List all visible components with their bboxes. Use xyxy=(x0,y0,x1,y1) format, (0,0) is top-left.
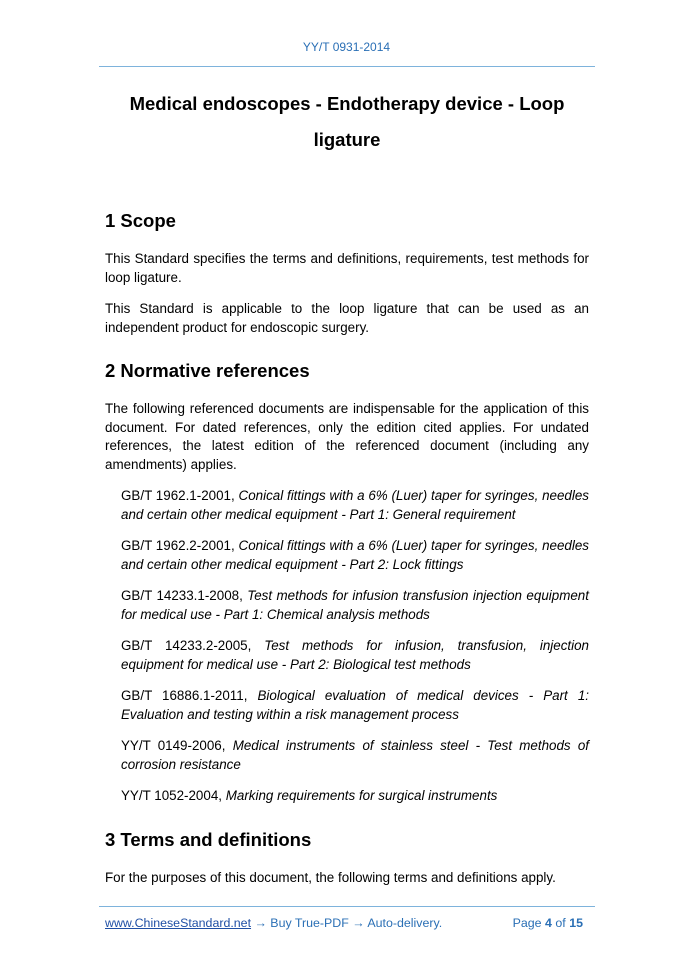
document-title-line-1: Medical endoscopes - Endotherapy device - Loop xyxy=(129,93,565,114)
document-title xyxy=(105,86,589,158)
page-current: 4 xyxy=(545,916,552,930)
page-header: YY/T 0931-2014 xyxy=(302,40,391,54)
page-label: Page xyxy=(512,916,542,930)
scope-paragraph-2: This Standard is applicable to the loop ligature that can be used as an independent product for endoscopic surgery. xyxy=(105,301,589,335)
section-heading-scope: 1 Scope xyxy=(105,210,176,231)
reference-title: Medical instruments of stainless steel - Test methods of corrosion resistance xyxy=(121,738,589,772)
reference-code: GB/T 14233.2-2005, xyxy=(121,638,252,653)
document-title-line-2: ligature xyxy=(313,129,381,150)
reference-code: YY/T 1052-2004, xyxy=(121,788,222,803)
reference-item xyxy=(121,587,589,624)
footer-promo-text: → Buy True-PDF → Auto-delivery. xyxy=(251,916,443,930)
section-heading-normative-references: 2 Normative references xyxy=(105,360,310,381)
header-divider xyxy=(99,66,595,67)
reference-title: Conical fittings with a 6% (Luer) taper for syringes, needles and certain other medical equipment - Part 1: General requirement xyxy=(121,488,589,522)
normative-intro-paragraph: The following referenced documents are indispensable for the application of this document. For dated references, only the edition cited applies. For undated references, the latest edition of the referenced document (including any amendments) applies. xyxy=(105,401,589,472)
reference-item xyxy=(121,537,589,574)
reference-item xyxy=(121,487,589,524)
reference-title: Marking requirements for surgical instruments xyxy=(225,788,498,803)
page-total: 15 xyxy=(569,916,583,930)
footer-divider xyxy=(99,906,595,907)
reference-item xyxy=(121,687,589,724)
reference-item xyxy=(121,737,589,774)
reference-title: Biological evaluation of medical devices - Part 1: Evaluation and testing within a risk management process xyxy=(121,688,589,722)
terms-intro-paragraph: For the purposes of this document, the following terms and definitions apply. xyxy=(105,869,556,885)
reference-code: GB/T 1962.2-2001, xyxy=(121,538,235,553)
reference-code: GB/T 1962.1-2001, xyxy=(121,488,235,503)
scope-paragraph-1: This Standard specifies the terms and definitions, requirements, test methods for loop ligature. xyxy=(105,251,589,285)
reference-code: YY/T 0149-2006, xyxy=(121,738,226,753)
reference-item xyxy=(121,787,589,806)
reference-title: Conical fittings with a 6% (Luer) taper for syringes, needles and certain other medical equipment - Part 2: Lock fittings xyxy=(121,538,589,572)
reference-item xyxy=(121,637,589,674)
reference-title: Test methods for infusion transfusion injection equipment for medical use - Part 1: Chemical analysis methods xyxy=(121,588,589,622)
reference-title: Test methods for infusion, transfusion, injection equipment for medical use - Part 2: Biological test methods xyxy=(121,638,589,672)
page-number xyxy=(513,916,583,930)
section-heading-terms-and-definitions: 3 Terms and definitions xyxy=(105,828,312,850)
page-footer xyxy=(105,916,589,930)
page-content xyxy=(105,86,589,887)
website-link[interactable]: www.ChineseStandard.net xyxy=(105,916,252,930)
reference-code: GB/T 16886.1-2011, xyxy=(121,688,248,703)
reference-code: GB/T 14233.1-2008, xyxy=(121,588,243,603)
page-of: of xyxy=(555,916,566,930)
